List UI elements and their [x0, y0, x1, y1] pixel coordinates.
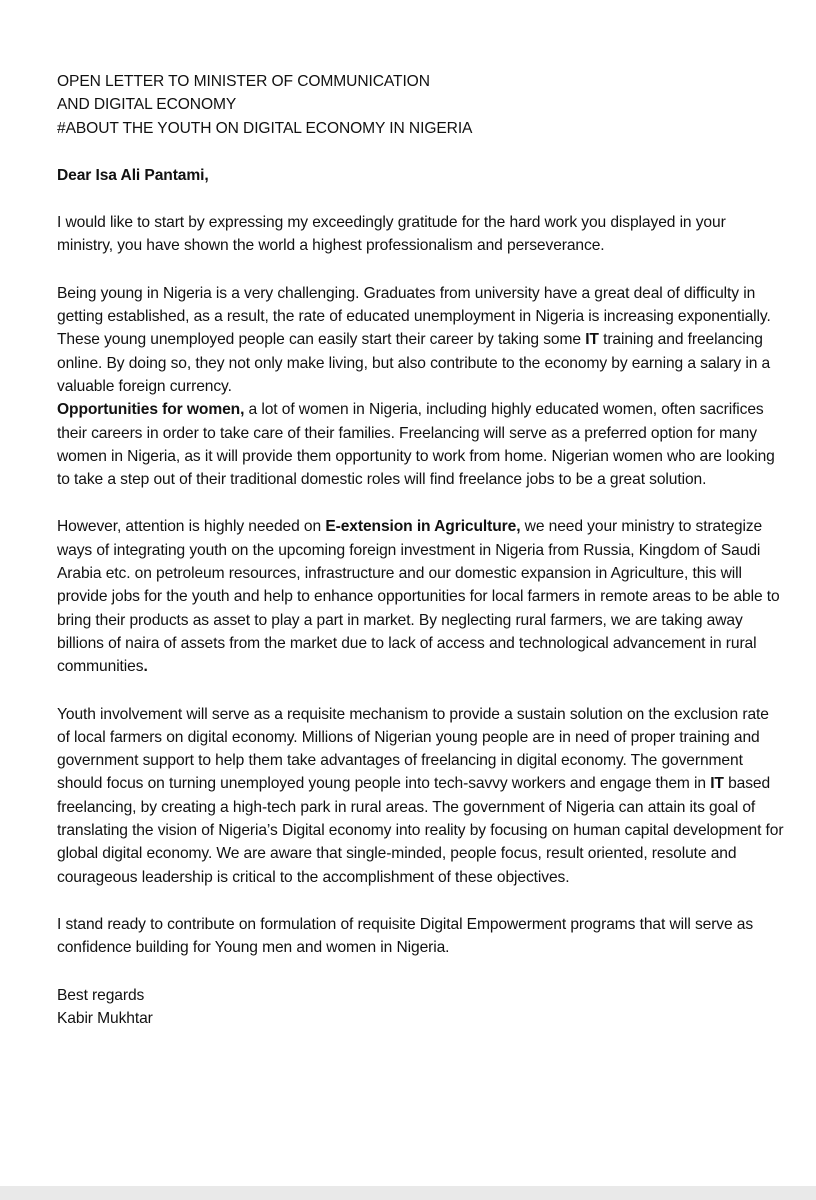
paragraph-agriculture: [57, 515, 785, 678]
p5-bold-period: .: [143, 658, 148, 676]
letter-signoff: [57, 984, 785, 1031]
closing: Best regards: [57, 986, 145, 1004]
letter-body: [57, 70, 785, 1030]
paragraph-youth-involvement: [57, 703, 785, 889]
signer-name: Kabir Mukhtar: [57, 1009, 153, 1027]
p6-text-before: Youth involvement will serve as a requisite mechanism to provide a sustain solution on the exclusion rate of local farmers on digital economy. Millions of Nigerian young people are in need of proper training and government support to help them take advantages of freelancing in digital economy. The government should focus on turning unemployed young people into tech-savvy workers and engage them in: [57, 705, 769, 793]
paragraph-youth-challenge: Being young in Nigeria is a very challenging. Graduates from university have a great deal of difficulty in getting established, as a result, the rate of educated unemployment in Nigeria is increasing exponentially.: [57, 284, 771, 326]
p6-bold-it: IT: [710, 775, 724, 793]
heading-line-1: OPEN LETTER TO MINISTER OF COMMUNICATION: [57, 73, 430, 90]
salutation: Dear Isa Ali Pantami,: [57, 166, 209, 184]
letter-heading: [57, 70, 785, 140]
p3-text-after: training and freelancing online. By doing so, they not only make living, but also contribute to the economy by earning a salary in a valuable foreign currency.: [57, 331, 771, 395]
p6-text-after: based freelancing, by creating a high-tech park in rural areas. The government of Nigeria can attain its goal of translating the vision of Nigeria’s Digital economy into reality by focusing on human capital development for global digital economy. We are aware that single-minded, people focus, result oriented, resolute and courageous leadership is critical to the accomplishment of these objectives.: [57, 775, 784, 886]
p3-bold-it: IT: [585, 331, 599, 349]
p4-bold-heading: Opportunities for women,: [57, 401, 245, 419]
paragraph-it-freelancing: [57, 328, 785, 398]
p5-text-before: However, attention is highly needed on: [57, 518, 326, 536]
paragraph-gratitude: I would like to start by expressing my exceedingly gratitude for the hard work you displayed in your ministry, you have shown the world a highest professionalism and perseverance.: [57, 214, 726, 255]
bottom-edge-strip: [0, 1186, 816, 1200]
p4-text-after: a lot of women in Nigeria, including highly educated women, often sacrifices their careers in order to take care of their families. Freelancing will serve as a preferred option for many women in Nigeria, as it will provide them opportunity to work from home. Nigerian women who are looking to take a step out of their traditional domestic roles will find freelance jobs to be a great solution.: [57, 401, 775, 489]
heading-line-2: AND DIGITAL ECONOMY: [57, 96, 237, 114]
paragraph-contribution: I stand ready to contribute on formulation of requisite Digital Empowerment programs that will serve as confidence building for Young men and women in Nigeria.: [57, 915, 754, 957]
p3-text-before: These young unemployed people can easily start their career by taking some: [57, 331, 586, 349]
p5-bold-agriculture: E-extension in Agriculture,: [325, 518, 521, 536]
paragraph-women-opportunities: [57, 398, 785, 491]
heading-line-3: #ABOUT THE YOUTH ON DIGITAL ECONOMY IN NIGERIA: [57, 119, 473, 137]
p5-text-after: we need your ministry to strategize ways of integrating youth on the upcoming foreign investment in Nigeria from Russia, Kingdom of Saudi Arabia etc. on petroleum resources, infrastructure and our domestic expansion in Agriculture, this will provide jobs for the youth and help to enhance opportunities for local farmers in remote areas to be able to bring their products as asset to play a part in market. By neglecting rural farmers, we are taking away billions of naira of assets from the market due to lack of access and technological advancement in rural communities: [57, 518, 780, 676]
